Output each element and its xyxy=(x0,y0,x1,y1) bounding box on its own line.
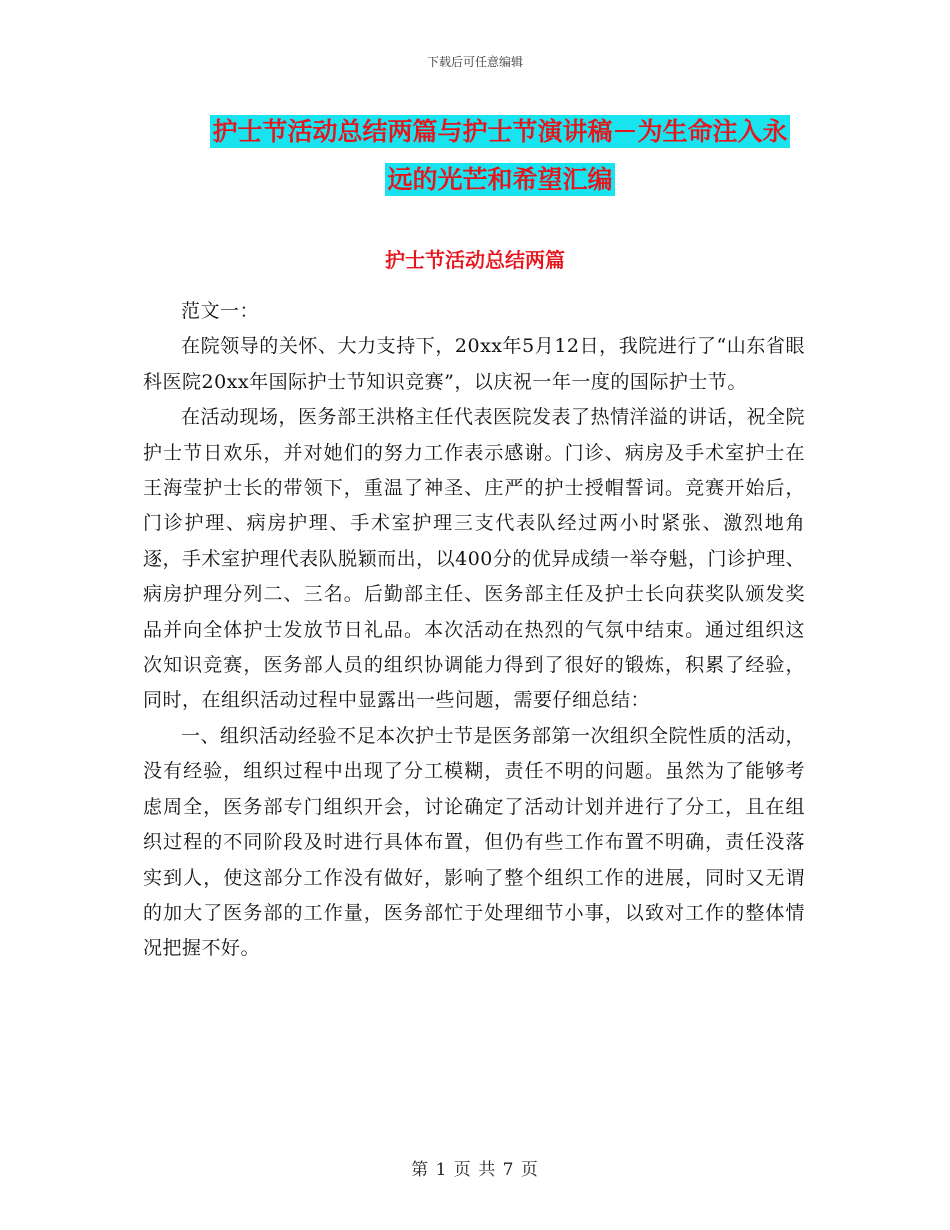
document-title-line1: 护士节活动总结两篇与护士节演讲稿－为生命注入永 xyxy=(212,117,788,146)
section-title: 护士节活动总结两篇 xyxy=(385,248,565,272)
paragraph: 在院领导的关怀、大力支持下，20xx年5月12日，我院进行了“山东省眼科医院20xx年国际护士节知识竞赛”，以庆祝一年一度的国际护士节。 xyxy=(143,335,805,393)
paragraph: 在活动现场，医务部王洪格主任代表医院发表了热情洋溢的讲话，祝全院护士节日欢乐，并对她们的努力工作表示感谢。门诊、病房及手术室护士在王海莹护士长的带领下，重温了神圣、庄严的护士授帽誓词。竞赛开始后，门诊护理、病房护理、手术室护理三支代表队经过两小时紧张、激烈地角逐，手术室护理代表队脱颖而出，以400分的优异成绩一举夺魁，门诊护理、病房护理分列二、三名。后勤部主任、医务部主任及护士长向获奖队颁发奖品并向全体护士发放节日礼品。本次活动在热烈的气氛中结束。通过组织这次知识竞赛，医务部人员的组织协调能力得到了很好的锻炼，积累了经验，同时，在组织活动过程中显露出一些问题，需要仔细总结： xyxy=(143,406,806,712)
document-title xyxy=(190,108,810,204)
paragraph: 一、组织活动经验不足本次护士节是医务部第一次组织全院性质的活动，没有经验，组织过程中出现了分工模糊，责任不明的问题。虽然为了能够考虑周全，医务部专门组织开会，讨论确定了活动计划并进行了分工，且在组织过程的不同阶段及时进行具体布置，但仍有些工作布置不明确，责任没落实到人，使这部分工作没有做好，影响了整个组织工作的进展，同时又无谓的加大了医务部的工作量，医务部忙于处理细节小事，以致对工作的整体情况把握不好。 xyxy=(143,724,806,960)
page-number: 第 1 页 共 7 页 xyxy=(411,1160,539,1180)
document-body xyxy=(143,294,805,967)
header-note: 下载后可任意编辑 xyxy=(426,55,523,69)
document-title-line2: 远的光芒和希望汇编 xyxy=(387,165,613,194)
paragraph: 范文一： xyxy=(181,300,260,322)
